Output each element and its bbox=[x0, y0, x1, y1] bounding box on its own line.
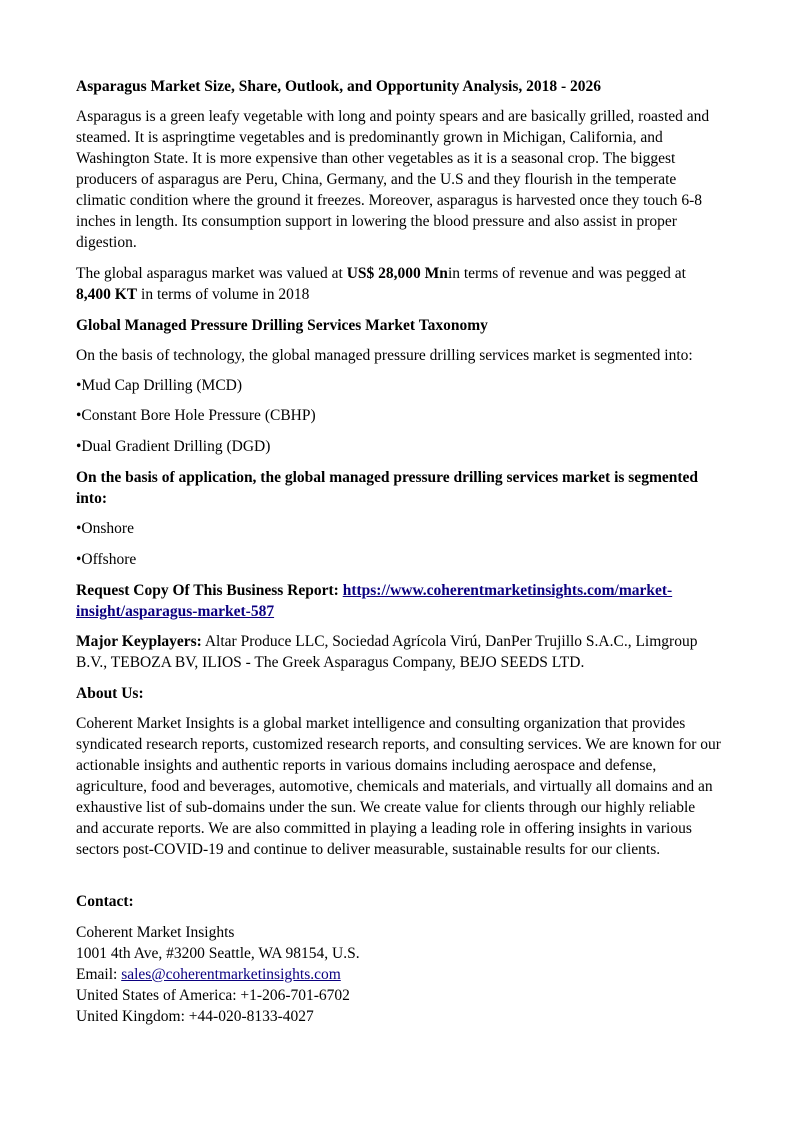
market-volume: 8,400 KT bbox=[76, 286, 138, 303]
market-value-paragraph bbox=[76, 263, 721, 305]
application-item: •Offshore bbox=[76, 551, 137, 568]
market-revenue: US$ 28,000 Mn bbox=[346, 265, 448, 282]
taxonomy-heading: Global Managed Pressure Drilling Services Market Taxonomy bbox=[76, 317, 488, 334]
document-title: Asparagus Market Size, Share, Outlook, and Opportunity Analysis, 2018 - 2026 bbox=[76, 78, 602, 95]
about-paragraph: Coherent Market Insights is a global market intelligence and consulting organization that provides syndicated research reports, customized research reports, and consulting services. We are known for our actionable insights and authentic reports in various domains including aerospace and defense, agriculture, food and beverages, automotive, chemicals and materials, and virtually all domains and an exhaustive list of sub-domains under the sun. We create value for clients through our highly reliable and accurate reports. We are also committed in playing a leading role in offering insights in various sectors post-COVID-19 and continue to deliver measurable, sustainable results for our clients. bbox=[76, 715, 721, 858]
contact-heading: Contact: bbox=[76, 893, 134, 910]
contact-phone-uk: United Kingdom: +44-020-8133-4027 bbox=[76, 1008, 314, 1025]
email-link[interactable]: sales@coherentmarketinsights.com bbox=[121, 966, 341, 983]
request-copy-paragraph bbox=[76, 580, 721, 622]
keyplayers-label: Major Keyplayers: bbox=[76, 633, 202, 650]
technology-item: •Constant Bore Hole Pressure (CBHP) bbox=[76, 407, 316, 424]
technology-item: •Dual Gradient Drilling (DGD) bbox=[76, 438, 271, 455]
contact-email-line bbox=[76, 964, 721, 985]
application-item: •Onshore bbox=[76, 520, 134, 537]
market-value-middle: in terms of revenue and was pegged at bbox=[447, 265, 686, 282]
keyplayers-text: Altar Produce LLC, Sociedad Agrícola Virú, DanPer Trujillo S.A.C., Limgroup B.V., TEBOZA BV, ILIOS - The Greek Asparagus Company, BEJO SEEDS LTD. bbox=[76, 633, 698, 671]
keyplayers-paragraph bbox=[76, 631, 721, 673]
market-value-suffix: in terms of volume in 2018 bbox=[137, 286, 310, 303]
contact-address: 1001 4th Ave, #3200 Seattle, WA 98154, U.S. bbox=[76, 945, 360, 962]
about-heading: About Us: bbox=[76, 685, 144, 702]
contact-phone-us: United States of America: +1-206-701-6702 bbox=[76, 987, 350, 1004]
contact-email-label: Email: bbox=[76, 966, 122, 983]
market-value-prefix: The global asparagus market was valued at bbox=[76, 265, 347, 282]
technology-intro: On the basis of technology, the global managed pressure drilling services market is segmented into: bbox=[76, 347, 693, 364]
contact-company: Coherent Market Insights bbox=[76, 924, 235, 941]
report-link[interactable]: https://www.coherentmarketinsights.com/market-insight/asparagus-market-587 bbox=[76, 582, 673, 620]
application-heading: On the basis of application, the global managed pressure drilling services market is segmented into: bbox=[76, 469, 699, 507]
request-label: Request Copy Of This Business Report: bbox=[76, 582, 343, 599]
intro-paragraph: Asparagus is a green leafy vegetable with long and pointy spears and are basically grilled, roasted and steamed. It is aspringtime vegetables and is predominantly grown in Michigan, California, and Washington State. It is more expensive than other vegetables as it is a seasonal crop. The biggest producers of asparagus are Peru, China, Germany, and the U.S and they flourish in the temperate climatic condition where the ground it freezes. Moreover, asparagus is harvested once they touch 6-8 inches in length. Its consumption support in lowering the blood pressure and also assist in proper digestion. bbox=[76, 108, 710, 251]
technology-item: •Mud Cap Drilling (MCD) bbox=[76, 377, 243, 394]
contact-details bbox=[76, 922, 721, 1027]
